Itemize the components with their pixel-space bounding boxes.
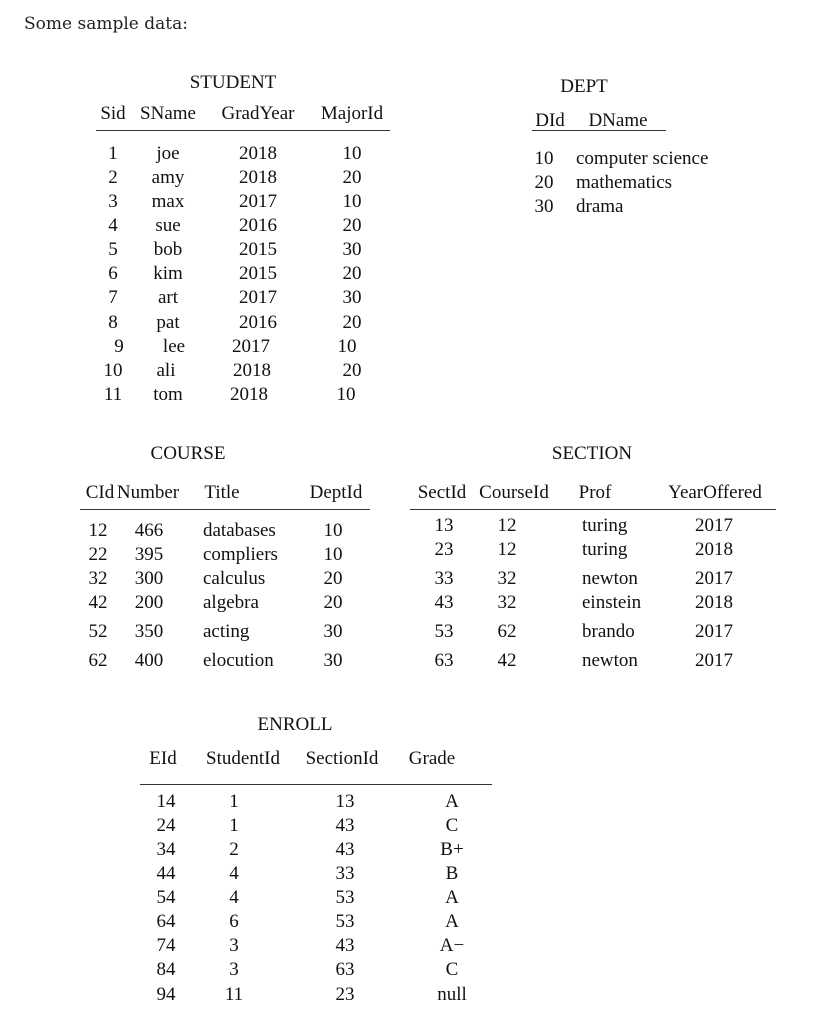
course-cell: 20 [323,592,343,613]
enroll-cell: 3 [229,959,239,980]
student-table-title: STUDENT [189,72,277,93]
course-cell: 10 [323,544,343,565]
course-header-title: Title [204,482,240,503]
dept-header-dname: DName [588,110,648,131]
student-cell: 2017 [239,287,277,308]
enroll-cell: A [445,911,459,932]
student-cell: ali [156,360,176,381]
section-cell: brando [582,621,635,642]
section-header-rule [410,509,776,510]
section-header-sectid: SectId [417,482,467,503]
course-cell: 32 [88,568,108,589]
student-cell: 2018 [233,360,271,381]
student-header-rule [96,130,390,131]
course-cell: 22 [88,544,108,565]
enroll-table-title: ENROLL [257,714,333,735]
enroll-cell: 43 [335,935,355,956]
student-cell: 8 [108,312,118,333]
section-header-prof: Prof [578,482,612,503]
student-cell: max [151,191,185,212]
student-cell: pat [156,312,180,333]
student-cell: 2017 [232,336,270,357]
enroll-cell: 54 [156,887,176,908]
section-cell: 2017 [695,568,733,589]
enroll-cell: 4 [229,863,239,884]
student-header-majorid: MajorId [320,103,384,124]
student-cell: 10 [337,336,357,357]
course-cell: 395 [134,544,164,565]
enroll-cell: 14 [156,791,176,812]
course-table-title: COURSE [150,443,226,464]
course-cell: 30 [323,650,343,671]
student-cell: 10 [342,143,362,164]
course-header-deptid: DeptId [309,482,363,503]
enroll-header-grade: Grade [408,748,456,769]
student-cell: lee [162,336,186,357]
student-cell: 4 [108,215,118,236]
student-cell: 30 [342,287,362,308]
student-cell: amy [151,167,185,188]
student-cell: 2018 [230,384,268,405]
enroll-cell: 63 [335,959,355,980]
enroll-cell: 3 [229,935,239,956]
intro-text: Some sample data: [24,14,188,34]
enroll-cell: 11 [224,984,244,1005]
enroll-cell: 43 [335,839,355,860]
section-cell: 2017 [695,650,733,671]
course-cell: 20 [323,568,343,589]
section-cell: 42 [497,650,517,671]
course-cell: compliers [203,544,278,565]
student-cell: 20 [342,167,362,188]
course-cell: 350 [134,621,164,642]
student-cell: kim [153,263,183,284]
enroll-cell: 4 [229,887,239,908]
course-cell: 52 [88,621,108,642]
enroll-cell: 6 [229,911,239,932]
student-header-gradyear: GradYear [221,103,295,124]
enroll-cell: 74 [156,935,176,956]
student-cell: bob [153,239,183,260]
student-cell: 30 [342,239,362,260]
course-cell: 12 [88,520,108,541]
dept-table-title: DEPT [560,76,608,97]
enroll-cell: 2 [229,839,239,860]
student-cell: 2015 [239,263,277,284]
enroll-header-eid: EId [149,748,177,769]
section-cell: 32 [497,568,517,589]
student-cell: 2018 [239,143,277,164]
section-cell: newton [582,650,638,671]
enroll-header-studentid: StudentId [206,748,280,769]
enroll-cell: 13 [335,791,355,812]
student-header-sname: SName [140,103,196,124]
enroll-cell: 84 [156,959,176,980]
section-cell: 2018 [695,592,733,613]
course-cell: 10 [323,520,343,541]
dept-cell: 30 [534,196,554,217]
course-cell: databases [203,520,276,541]
section-table-title: SECTION [551,443,633,464]
section-cell: 2018 [695,539,733,560]
student-cell: 5 [108,239,118,260]
enroll-cell: 34 [156,839,176,860]
section-cell: newton [582,568,638,589]
student-cell: 1 [108,143,118,164]
enroll-header-sectionid: SectionId [305,748,379,769]
student-cell: art [157,287,179,308]
course-cell: 62 [88,650,108,671]
course-cell: 30 [323,621,343,642]
section-cell: 33 [434,568,454,589]
course-header-cid: CId [85,482,115,503]
enroll-cell: A− [439,935,465,956]
course-cell: algebra [203,592,259,613]
enroll-cell: 44 [156,863,176,884]
dept-cell: 10 [534,148,554,169]
student-cell: 2016 [239,312,277,333]
student-cell: 11 [103,384,123,405]
course-cell: 300 [134,568,164,589]
section-cell: 62 [497,621,517,642]
section-cell: 12 [497,539,517,560]
section-header-yearoffered: YearOffered [668,482,762,503]
dept-cell: computer science [576,148,709,169]
enroll-cell: C [445,959,459,980]
student-cell: 20 [342,215,362,236]
enroll-cell: A [445,887,459,908]
course-cell: 200 [134,592,164,613]
student-cell: 10 [103,360,123,381]
section-cell: 63 [434,650,454,671]
course-header-rule [80,509,370,510]
enroll-cell: B+ [440,839,464,860]
enroll-cell: 53 [335,887,355,908]
course-cell: calculus [203,568,266,589]
enroll-cell: null [437,984,467,1005]
student-cell: sue [155,215,181,236]
student-header-sid: Sid [100,103,126,124]
student-cell: tom [153,384,183,405]
course-header-number: Number [116,482,180,503]
enroll-cell: C [445,815,459,836]
enroll-header-rule [140,784,492,785]
enroll-cell: 24 [156,815,176,836]
student-cell: 10 [342,191,362,212]
enroll-cell: B [445,863,459,884]
course-cell: 400 [134,650,164,671]
enroll-cell: 23 [335,984,355,1005]
section-header-courseid: CourseId [479,482,549,503]
dept-cell: mathematics [576,172,673,193]
section-cell: 12 [497,515,517,536]
section-cell: turing [582,539,628,560]
student-cell: 9 [114,336,124,357]
course-cell: elocution [203,650,274,671]
section-cell: einstein [582,592,642,613]
student-cell: 2 [108,167,118,188]
student-cell: 2018 [239,167,277,188]
enroll-cell: 1 [229,791,239,812]
course-cell: acting [203,621,250,642]
dept-cell: 20 [534,172,554,193]
section-cell: 53 [434,621,454,642]
student-cell: 3 [108,191,118,212]
enroll-cell: 53 [335,911,355,932]
student-cell: 20 [342,360,362,381]
enroll-cell: 43 [335,815,355,836]
section-cell: 43 [434,592,454,613]
course-cell: 42 [88,592,108,613]
enroll-cell: 64 [156,911,176,932]
student-cell: joe [156,143,180,164]
enroll-cell: A [445,791,459,812]
student-cell: 6 [108,263,118,284]
dept-header-did: DId [535,110,565,131]
student-cell: 20 [342,263,362,284]
student-cell: 2015 [239,239,277,260]
section-cell: 32 [497,592,517,613]
enroll-cell: 94 [156,984,176,1005]
enroll-cell: 1 [229,815,239,836]
section-cell: turing [582,515,628,536]
student-cell: 7 [108,287,118,308]
dept-cell: drama [576,196,624,217]
section-cell: 2017 [695,621,733,642]
enroll-cell: 33 [335,863,355,884]
course-cell: 466 [134,520,164,541]
section-cell: 13 [434,515,454,536]
student-cell: 2016 [239,215,277,236]
student-cell: 2017 [239,191,277,212]
section-cell: 2017 [695,515,733,536]
dept-header-rule [532,130,666,131]
student-cell: 10 [336,384,356,405]
student-cell: 20 [342,312,362,333]
section-cell: 23 [434,539,454,560]
